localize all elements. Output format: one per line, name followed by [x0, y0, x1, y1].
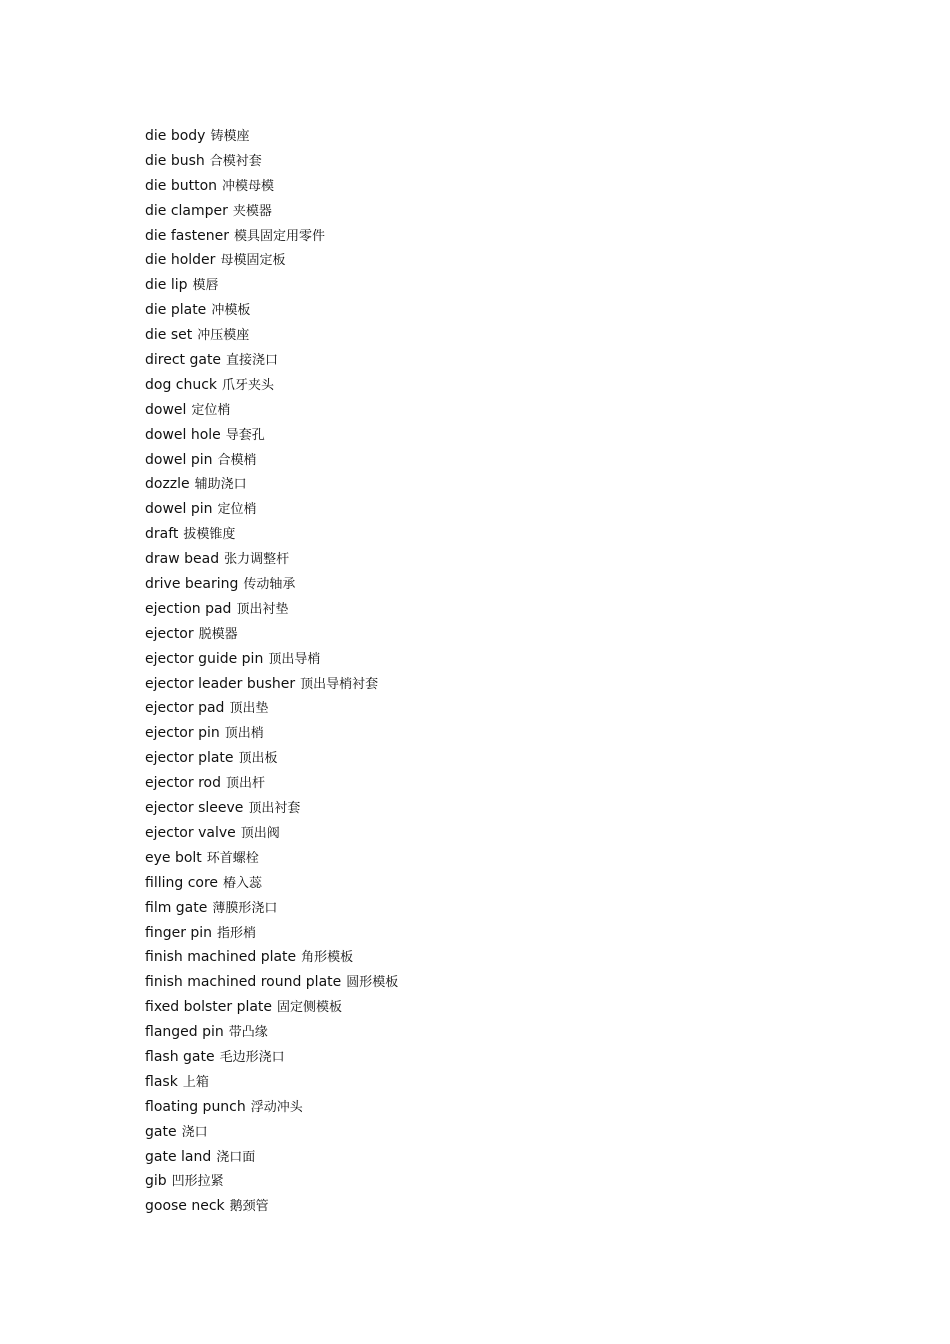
entry-translation: 毛边形浇口 [219, 1049, 285, 1065]
entry-term: die holder [145, 252, 216, 269]
entry-term: flask [145, 1073, 178, 1090]
entry-term: dozzle [145, 476, 190, 493]
entry-translation: 顶出衬套 [248, 801, 301, 817]
glossary-entry [145, 1194, 398, 1219]
entry-translation: 顶出导梢衬套 [300, 676, 379, 692]
glossary-entry [145, 273, 398, 298]
entry-translation: 指形梢 [217, 925, 257, 941]
glossary-entry [145, 721, 398, 746]
glossary-entry [145, 746, 398, 771]
entry-translation: 顶出杆 [225, 776, 265, 792]
entry-translation: 角形模板 [301, 950, 354, 966]
entry-term: die lip [145, 277, 188, 294]
glossary-entry [145, 945, 398, 970]
entry-translation: 浮动冲头 [250, 1099, 303, 1115]
entry-term: dog chuck [145, 376, 218, 393]
glossary-entry [145, 497, 398, 522]
entry-term: ejector [145, 625, 194, 642]
entry-term: ejector rod [145, 775, 221, 792]
entry-term: filling core [145, 874, 219, 891]
glossary-entry [145, 1095, 398, 1120]
entry-translation: 爪牙夹头 [222, 377, 275, 393]
entry-translation: 顶出衬垫 [236, 601, 289, 617]
entry-translation: 模唇 [192, 278, 219, 294]
entry-translation: 椿入蕊 [223, 875, 263, 891]
glossary-entry [145, 398, 398, 423]
entry-term: finish machined round plate [145, 974, 342, 991]
glossary-entry [145, 149, 398, 174]
entry-translation: 圆形模板 [346, 975, 399, 991]
glossary-entry [145, 248, 398, 273]
entry-translation: 浇口面 [216, 1149, 256, 1165]
entry-translation: 冲模板 [211, 303, 251, 319]
glossary-entry [145, 423, 398, 448]
glossary-entry [145, 224, 398, 249]
entry-term: film gate [145, 899, 208, 916]
entry-term: die button [145, 177, 218, 194]
entry-term: ejector guide pin [145, 650, 264, 667]
entry-translation: 上箱 [182, 1074, 209, 1090]
glossary-entry [145, 921, 398, 946]
glossary-entry [145, 448, 398, 473]
entry-term: ejector valve [145, 824, 236, 841]
entry-translation: 顶出垫 [229, 701, 269, 717]
entry-translation: 带凸缘 [228, 1025, 268, 1041]
entry-translation: 固定侧模板 [277, 1000, 343, 1016]
glossary-entry [145, 672, 398, 697]
entry-term: flanged pin [145, 1024, 224, 1041]
entry-translation: 拔模锥度 [183, 527, 236, 543]
entry-translation: 顶出阀 [240, 825, 280, 841]
entry-term: ejector sleeve [145, 800, 244, 817]
entry-term: dowel hole [145, 426, 221, 443]
glossary-entry [145, 995, 398, 1020]
entry-term: dowel [145, 401, 187, 418]
entry-term: draft [145, 526, 179, 543]
entry-term: die set [145, 327, 193, 344]
glossary-entry [145, 846, 398, 871]
entry-term: draw bead [145, 551, 220, 568]
entry-translation: 直接浇口 [226, 353, 279, 369]
glossary-entry [145, 174, 398, 199]
glossary-entry [145, 547, 398, 572]
entry-translation: 冲压模座 [197, 328, 250, 344]
entry-translation: 浇口 [181, 1124, 208, 1140]
glossary-entry [145, 771, 398, 796]
entry-translation: 顶出梢 [224, 726, 264, 742]
entry-term: die plate [145, 302, 207, 319]
glossary-entry [145, 1145, 398, 1170]
entry-translation: 薄膜形浇口 [212, 900, 278, 916]
glossary-entry [145, 124, 398, 149]
glossary-entry [145, 1020, 398, 1045]
entry-translation: 母模固定板 [220, 253, 286, 269]
glossary-entry [145, 298, 398, 323]
glossary-entry [145, 696, 398, 721]
entry-translation: 环首螺栓 [206, 850, 259, 866]
entry-term: floating punch [145, 1098, 246, 1115]
entry-term: dowel pin [145, 501, 213, 518]
entry-term: ejector leader busher [145, 675, 296, 692]
entry-term: gate land [145, 1148, 212, 1165]
entry-term: die bush [145, 152, 205, 169]
glossary-entry [145, 796, 398, 821]
entry-translation: 铸模座 [210, 129, 250, 144]
entry-translation: 顶出板 [238, 751, 278, 767]
entry-translation: 导套孔 [225, 427, 265, 443]
entry-translation: 夹模器 [232, 203, 272, 219]
glossary-entry [145, 522, 398, 547]
glossary-entry [145, 1045, 398, 1070]
entry-translation: 凹形拉紧 [171, 1174, 224, 1190]
entry-term: fixed bolster plate [145, 999, 273, 1016]
entry-translation: 冲模母模 [222, 178, 275, 194]
entry-term: dowel pin [145, 451, 213, 468]
glossary-entry [145, 199, 398, 224]
glossary-entry [145, 1120, 398, 1145]
entry-term: eye bolt [145, 849, 202, 866]
glossary-entry [145, 647, 398, 672]
entry-term: finish machined plate [145, 949, 297, 966]
entry-translation: 鹅颈管 [229, 1199, 269, 1215]
entry-term: ejection pad [145, 600, 232, 617]
entry-translation: 顶出导梢 [268, 651, 321, 667]
glossary-entry [145, 622, 398, 647]
entry-term: drive bearing [145, 576, 239, 593]
entry-term: gate [145, 1123, 177, 1140]
entry-term: ejector pad [145, 700, 225, 717]
glossary-entry [145, 871, 398, 896]
glossary-entry [145, 896, 398, 921]
entry-translation: 定位梢 [191, 402, 231, 418]
entry-translation: 张力调整杆 [224, 552, 290, 568]
entry-term: goose neck [145, 1198, 225, 1215]
entry-translation: 合模衬套 [209, 153, 262, 169]
entry-term: ejector plate [145, 750, 234, 767]
entry-translation: 传动轴承 [243, 577, 296, 593]
entry-term: die clamper [145, 202, 228, 219]
entry-term: die body [145, 128, 206, 144]
entry-term: direct gate [145, 352, 222, 369]
glossary-list [145, 124, 398, 1219]
entry-term: die fastener [145, 227, 229, 244]
entry-translation: 合模梢 [217, 452, 257, 468]
glossary-entry [145, 572, 398, 597]
entry-term: ejector pin [145, 725, 220, 742]
entry-translation: 模具固定用零件 [234, 228, 326, 244]
glossary-entry [145, 597, 398, 622]
glossary-entry [145, 472, 398, 497]
entry-term: flash gate [145, 1048, 215, 1065]
glossary-entry [145, 1169, 398, 1194]
glossary-entry [145, 373, 398, 398]
entry-translation: 定位梢 [217, 502, 257, 518]
entry-term: gib [145, 1173, 167, 1190]
entry-translation: 辅助浇口 [194, 477, 247, 493]
entry-term: finger pin [145, 924, 213, 941]
entry-translation: 脱模器 [198, 626, 238, 642]
glossary-entry [145, 821, 398, 846]
glossary-entry [145, 1070, 398, 1095]
glossary-entry [145, 348, 398, 373]
glossary-entry [145, 970, 398, 995]
glossary-entry [145, 323, 398, 348]
